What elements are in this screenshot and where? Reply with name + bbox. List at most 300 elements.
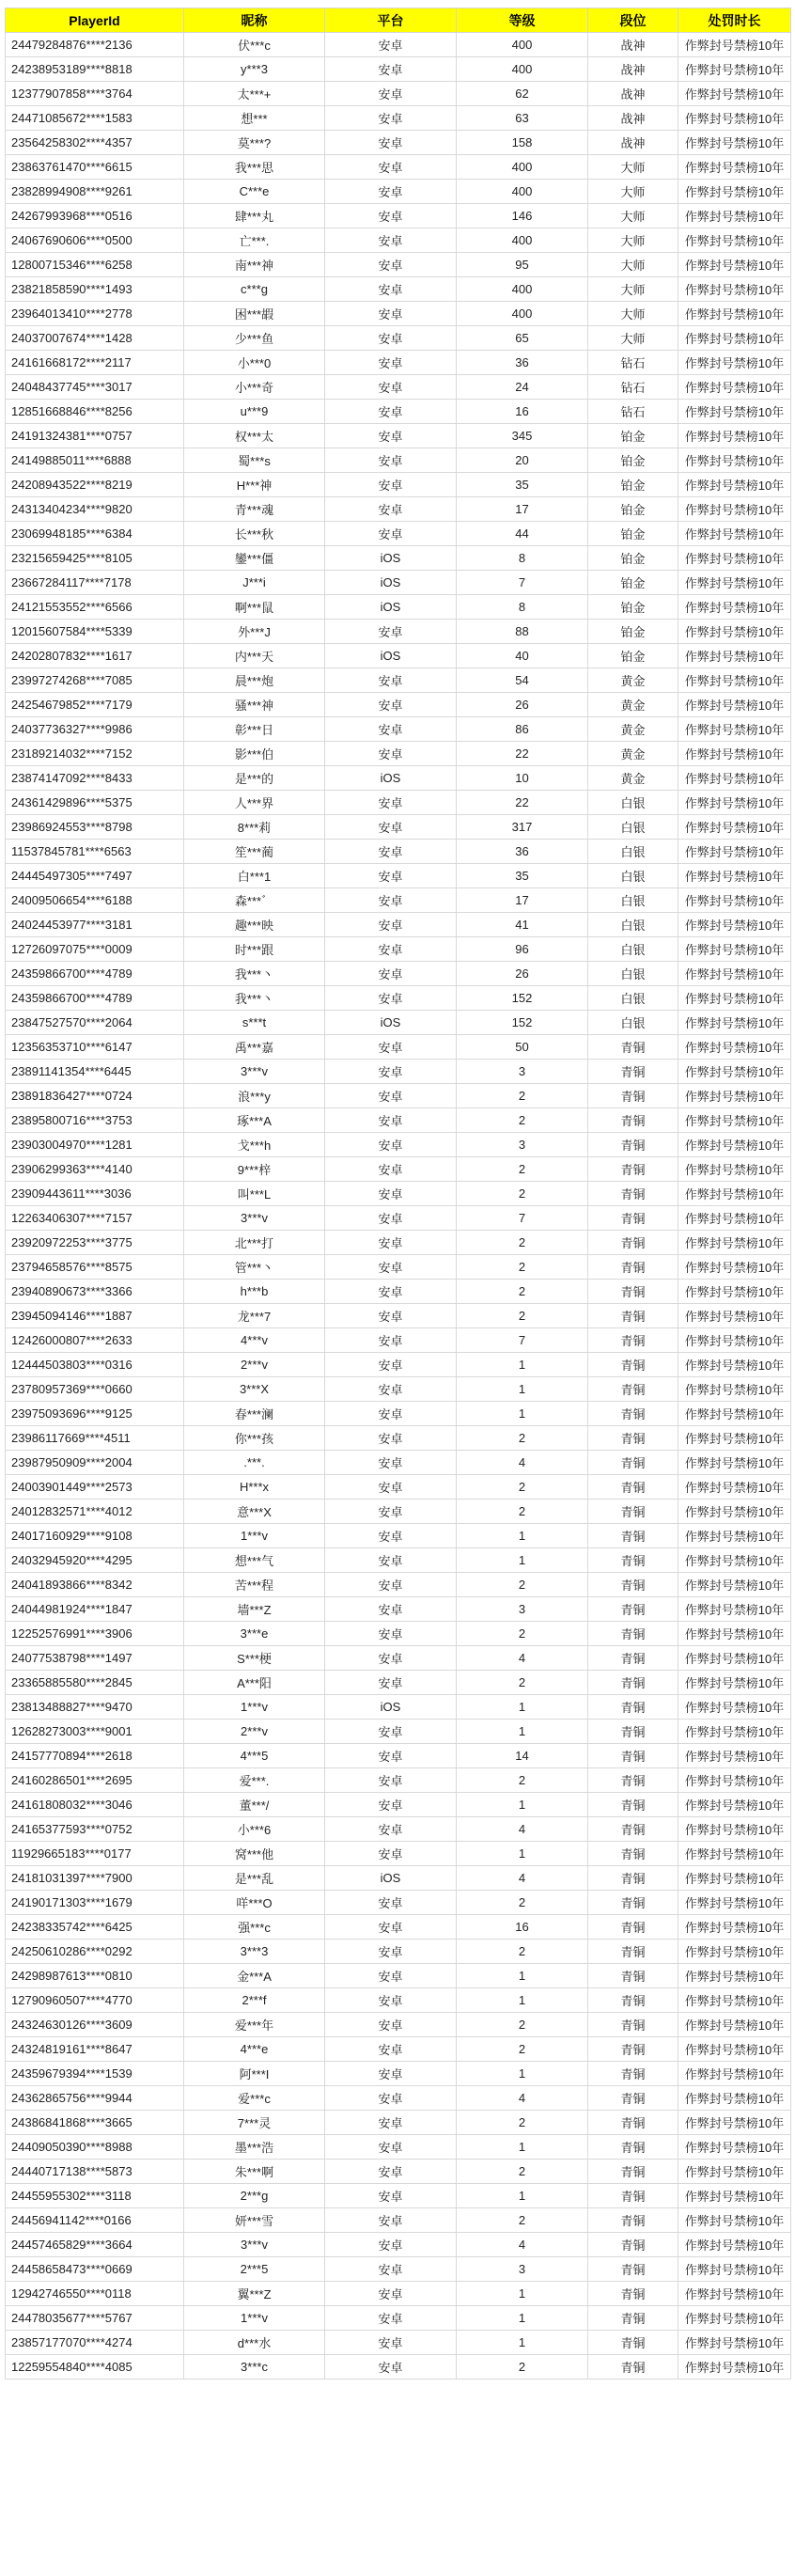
penalty-cell: 作弊封号禁榜10年 [678,57,791,82]
rank-cell: 铂金 [588,497,678,522]
penalty-cell: 作弊封号禁榜10年 [678,1842,791,1866]
level-cell: 88 [457,620,588,644]
table-row [6,1622,791,1646]
nickname-cell: 鑾***僵 [184,546,325,571]
platform-cell: 安卓 [325,2331,457,2355]
player-id-cell: 23895800716****3753 [6,1108,184,1133]
table-row [6,595,791,620]
platform-cell: 安卓 [325,497,457,522]
platform-cell: 安卓 [325,1402,457,1426]
level-cell: 2 [457,2355,588,2380]
player-id-cell: 24157770894****2618 [6,1744,184,1768]
level-cell: 400 [457,155,588,180]
nickname-cell: 咩***O [184,1891,325,1915]
platform-cell: 安卓 [325,1891,457,1915]
penalty-cell: 作弊封号禁榜10年 [678,1720,791,1744]
penalty-cell: 作弊封号禁榜10年 [678,1231,791,1255]
player-id-cell: 12444503803****0316 [6,1353,184,1377]
level-cell: 2 [457,1304,588,1328]
nickname-cell: 晨***炮 [184,668,325,693]
penalty-cell: 作弊封号禁榜10年 [678,840,791,864]
nickname-cell: 禹***嘉 [184,1035,325,1060]
level-cell: 40 [457,644,588,668]
nickname-cell: 影***伯 [184,742,325,766]
nickname-cell: 笙***蔺 [184,840,325,864]
level-cell: 3 [457,1060,588,1084]
table-row [6,375,791,400]
penalty-cell: 作弊封号禁榜10年 [678,155,791,180]
level-cell: 1 [457,2062,588,2086]
penalty-cell: 作弊封号禁榜10年 [678,1280,791,1304]
player-id-cell: 24455955302****3118 [6,2184,184,2208]
nickname-cell: 爱***c [184,2086,325,2111]
player-id-cell: 23975093696****9125 [6,1402,184,1426]
level-cell: 2 [457,2013,588,2037]
platform-cell: 安卓 [325,400,457,424]
table-row [6,1157,791,1182]
player-id-cell: 12726097075****0009 [6,937,184,962]
rank-cell: 青铜 [588,2208,678,2233]
rank-cell: 白银 [588,864,678,888]
rank-cell: 青铜 [588,1940,678,1964]
player-id-cell: 24458658473****0669 [6,2257,184,2282]
player-id-cell: 24361429896****5375 [6,791,184,815]
rank-cell: 铂金 [588,473,678,497]
nickname-cell: 困***嘏 [184,302,325,326]
platform-cell: 安卓 [325,155,457,180]
table-row [6,913,791,937]
level-cell: 1 [457,2135,588,2160]
nickname-cell: 意***X [184,1500,325,1524]
nickname-cell: 蜀***s [184,448,325,473]
table-row [6,1328,791,1353]
platform-cell: 安卓 [325,2355,457,2380]
player-id-cell: 24181031397****7900 [6,1866,184,1891]
table-row [6,2013,791,2037]
penalty-cell: 作弊封号禁榜10年 [678,2306,791,2331]
penalty-cell: 作弊封号禁榜10年 [678,1597,791,1622]
player-id-cell: 23365885580****2845 [6,1671,184,1695]
table-row [6,888,791,913]
rank-cell: 白银 [588,962,678,986]
rank-cell: 黄金 [588,742,678,766]
rank-cell: 黄金 [588,717,678,742]
platform-cell: 安卓 [325,815,457,840]
table-row [6,302,791,326]
level-cell: 345 [457,424,588,448]
nickname-cell: 青***魂 [184,497,325,522]
penalty-cell: 作弊封号禁榜10年 [678,106,791,131]
penalty-cell: 作弊封号禁榜10年 [678,1402,791,1426]
platform-cell: 安卓 [325,1255,457,1280]
rank-cell: 青铜 [588,1280,678,1304]
nickname-cell: 金***A [184,1964,325,1988]
table-header [6,8,791,33]
nickname-cell: 3***v [184,2233,325,2257]
platform-cell: 安卓 [325,1451,457,1475]
table-row [6,1817,791,1842]
player-id-cell: 23821858590****1493 [6,277,184,302]
level-cell: 400 [457,180,588,204]
level-cell: 1 [457,1988,588,2013]
player-id-cell: 23794658576****8575 [6,1255,184,1280]
player-id-cell: 23564258302****4357 [6,131,184,155]
platform-cell: 安卓 [325,1646,457,1671]
rank-cell: 青铜 [588,2306,678,2331]
nickname-cell: 阿***I [184,2062,325,2086]
rank-cell: 青铜 [588,1084,678,1108]
penalty-cell: 作弊封号禁榜10年 [678,937,791,962]
level-cell: 2 [457,1157,588,1182]
table-row [6,2208,791,2233]
rank-cell: 青铜 [588,2282,678,2306]
platform-cell: 安卓 [325,1060,457,1084]
penalty-cell: 作弊封号禁榜10年 [678,326,791,351]
nickname-cell: 小***6 [184,1817,325,1842]
nickname-cell: 7***灵 [184,2111,325,2135]
nickname-cell: 长***秋 [184,522,325,546]
penalty-cell: 作弊封号禁榜10年 [678,1768,791,1793]
penalty-cell: 作弊封号禁榜10年 [678,620,791,644]
player-id-cell: 23069948185****6384 [6,522,184,546]
table-row [6,180,791,204]
platform-cell: 安卓 [325,1231,457,1255]
nickname-cell: 想***气 [184,1548,325,1573]
level-cell: 36 [457,840,588,864]
penalty-cell: 作弊封号禁榜10年 [678,1817,791,1842]
table-row [6,522,791,546]
nickname-cell: 8***莉 [184,815,325,840]
platform-cell: 安卓 [325,2282,457,2306]
table-row [6,2306,791,2331]
player-id-cell: 24149885011****6888 [6,448,184,473]
table-row [6,1084,791,1108]
rank-cell: 白银 [588,913,678,937]
nickname-cell: 伏***c [184,33,325,57]
penalty-cell: 作弊封号禁榜10年 [678,2282,791,2306]
penalty-cell: 作弊封号禁榜10年 [678,986,791,1011]
penalty-cell: 作弊封号禁榜10年 [678,693,791,717]
level-cell: 24 [457,375,588,400]
player-id-cell: 23986924553****8798 [6,815,184,840]
rank-cell: 青铜 [588,1891,678,1915]
table-row [6,2282,791,2306]
platform-cell: 安卓 [325,2062,457,2086]
level-cell: 35 [457,473,588,497]
rank-cell: 铂金 [588,595,678,620]
player-id-cell: 24250610286****0292 [6,1940,184,1964]
table-row [6,1108,791,1133]
penalty-cell: 作弊封号禁榜10年 [678,2160,791,2184]
platform-cell: 安卓 [325,1108,457,1133]
rank-cell: 铂金 [588,644,678,668]
platform-cell: 安卓 [325,1475,457,1500]
header-player-id: PlayerId [6,8,184,33]
table-row [6,1744,791,1768]
platform-cell: 安卓 [325,1940,457,1964]
nickname-cell: H***神 [184,473,325,497]
table-row [6,400,791,424]
level-cell: 1 [457,2331,588,2355]
penalty-cell: 作弊封号禁榜10年 [678,742,791,766]
penalty-cell: 作弊封号禁榜10年 [678,2111,791,2135]
table-row [6,1353,791,1377]
player-id-cell: 24037007674****1428 [6,326,184,351]
rank-cell: 青铜 [588,1524,678,1548]
player-id-cell: 24478035677****5767 [6,2306,184,2331]
rank-cell: 大师 [588,180,678,204]
player-id-cell: 23667284117****7178 [6,571,184,595]
platform-cell: 安卓 [325,1524,457,1548]
penalty-cell: 作弊封号禁榜10年 [678,228,791,253]
table-row [6,1255,791,1280]
level-cell: 96 [457,937,588,962]
table-row [6,1768,791,1793]
player-id-cell: 24254679852****7179 [6,693,184,717]
penalty-cell: 作弊封号禁榜10年 [678,473,791,497]
level-cell: 4 [457,2086,588,2111]
rank-cell: 青铜 [588,1671,678,1695]
rank-cell: 青铜 [588,1035,678,1060]
level-cell: 2 [457,1182,588,1206]
nickname-cell: 彰***日 [184,717,325,742]
platform-cell: 安卓 [325,1988,457,2013]
rank-cell: 青铜 [588,1182,678,1206]
rank-cell: 铂金 [588,522,678,546]
level-cell: 65 [457,326,588,351]
rank-cell: 白银 [588,815,678,840]
nickname-cell: 3***c [184,2355,325,2380]
player-id-cell: 23986117669****4511 [6,1426,184,1451]
penalty-cell: 作弊封号禁榜10年 [678,1133,791,1157]
header-platform: 平台 [325,8,457,33]
level-cell: 7 [457,571,588,595]
level-cell: 50 [457,1035,588,1060]
player-id-cell: 23997274268****7085 [6,668,184,693]
nickname-cell: 强***c [184,1915,325,1940]
nickname-cell: 小***奇 [184,375,325,400]
rank-cell: 青铜 [588,1720,678,1744]
nickname-cell: 我***思 [184,155,325,180]
level-cell: 8 [457,546,588,571]
level-cell: 16 [457,1915,588,1940]
table-row [6,253,791,277]
level-cell: 16 [457,400,588,424]
player-id-cell: 23987950909****2004 [6,1451,184,1475]
table-row [6,448,791,473]
platform-cell: 安卓 [325,1842,457,1866]
player-id-cell: 23780957369****0660 [6,1377,184,1402]
penalty-cell: 作弊封号禁榜10年 [678,448,791,473]
rank-cell: 青铜 [588,1475,678,1500]
rank-cell: 白银 [588,791,678,815]
rank-cell: 青铜 [588,1817,678,1842]
rank-cell: 青铜 [588,2257,678,2282]
platform-cell: 安卓 [325,473,457,497]
nickname-cell: 莫***? [184,131,325,155]
penalty-cell: 作弊封号禁榜10年 [678,1182,791,1206]
nickname-cell: 3***X [184,1377,325,1402]
rank-cell: 青铜 [588,1646,678,1671]
level-cell: 2 [457,1500,588,1524]
table-row [6,2111,791,2135]
platform-cell: 安卓 [325,1280,457,1304]
level-cell: 2 [457,2111,588,2135]
table-row [6,497,791,522]
penalty-cell: 作弊封号禁榜10年 [678,204,791,228]
nickname-cell: 森***゛ [184,888,325,913]
nickname-cell: d***水 [184,2331,325,2355]
table-row [6,1842,791,1866]
level-cell: 4 [457,1646,588,1671]
level-cell: 3 [457,1597,588,1622]
penalty-cell: 作弊封号禁榜10年 [678,1304,791,1328]
rank-cell: 大师 [588,155,678,180]
table-row [6,2355,791,2380]
platform-cell: 安卓 [325,937,457,962]
platform-cell: 安卓 [325,791,457,815]
rank-cell: 青铜 [588,1915,678,1940]
platform-cell: 安卓 [325,2135,457,2160]
rank-cell: 青铜 [588,1231,678,1255]
level-cell: 10 [457,766,588,791]
level-cell: 2 [457,2208,588,2233]
table-row [6,2331,791,2355]
penalty-cell: 作弊封号禁榜10年 [678,766,791,791]
rank-cell: 青铜 [588,1768,678,1793]
player-id-cell: 24440717138****5873 [6,2160,184,2184]
player-id-cell: 11929665183****0177 [6,1842,184,1866]
rank-cell: 青铜 [588,2037,678,2062]
nickname-cell: 董***/ [184,1793,325,1817]
player-id-cell: 24359866700****4789 [6,962,184,986]
rank-cell: 青铜 [588,2233,678,2257]
platform-cell: 安卓 [325,1426,457,1451]
level-cell: 44 [457,522,588,546]
penalty-cell: 作弊封号禁榜10年 [678,375,791,400]
rank-cell: 大师 [588,253,678,277]
table-row [6,1231,791,1255]
platform-cell: 安卓 [325,277,457,302]
nickname-cell: 1***v [184,1524,325,1548]
platform-cell: 安卓 [325,228,457,253]
player-id-cell: 12356353710****6147 [6,1035,184,1060]
rank-cell: 青铜 [588,1108,678,1133]
player-id-cell: 24324819161****8647 [6,2037,184,2062]
player-id-cell: 23940890673****3366 [6,1280,184,1304]
nickname-cell: C***e [184,180,325,204]
nickname-cell: c***g [184,277,325,302]
nickname-cell: 3***v [184,1206,325,1231]
nickname-cell: h***b [184,1280,325,1304]
player-id-cell: 24121553552****6566 [6,595,184,620]
player-id-cell: 24479284876****2136 [6,33,184,57]
nickname-cell: 趣***映 [184,913,325,937]
platform-cell: 安卓 [325,2111,457,2135]
table-row [6,571,791,595]
player-id-cell: 24267993968****0516 [6,204,184,228]
table-row [6,473,791,497]
table-row [6,131,791,155]
platform-cell: 安卓 [325,2208,457,2233]
platform-cell: 安卓 [325,1720,457,1744]
rank-cell: 青铜 [588,1255,678,1280]
penalty-cell: 作弊封号禁榜10年 [678,546,791,571]
nickname-cell: 窝***他 [184,1842,325,1866]
level-cell: 158 [457,131,588,155]
level-cell: 22 [457,791,588,815]
level-cell: 35 [457,864,588,888]
penalty-cell: 作弊封号禁榜10年 [678,2037,791,2062]
penalty-cell: 作弊封号禁榜10年 [678,1108,791,1133]
rank-cell: 大师 [588,204,678,228]
nickname-cell: 墙***Z [184,1597,325,1622]
rank-cell: 青铜 [588,1304,678,1328]
penalty-cell: 作弊封号禁榜10年 [678,644,791,668]
rank-cell: 黄金 [588,668,678,693]
penalty-cell: 作弊封号禁榜10年 [678,33,791,57]
platform-cell: 安卓 [325,986,457,1011]
level-cell: 2 [457,1573,588,1597]
rank-cell: 战神 [588,57,678,82]
penalty-cell: 作弊封号禁榜10年 [678,277,791,302]
level-cell: 22 [457,742,588,766]
level-cell: 1 [457,1964,588,1988]
platform-cell: 安卓 [325,57,457,82]
nickname-cell: 1***v [184,1695,325,1720]
level-cell: 2 [457,1084,588,1108]
player-id-cell: 24067690606****0500 [6,228,184,253]
nickname-cell: 4***e [184,2037,325,2062]
level-cell: 2 [457,1940,588,1964]
level-cell: 400 [457,33,588,57]
platform-cell: 安卓 [325,913,457,937]
level-cell: 95 [457,253,588,277]
platform-cell: 安卓 [325,1597,457,1622]
table-row [6,766,791,791]
penalty-cell: 作弊封号禁榜10年 [678,1695,791,1720]
platform-cell: 安卓 [325,448,457,473]
nickname-cell: 2***5 [184,2257,325,2282]
nickname-cell: 小***0 [184,351,325,375]
nickname-cell: 权***太 [184,424,325,448]
table-row [6,57,791,82]
penalty-cell: 作弊封号禁榜10年 [678,668,791,693]
nickname-cell: 翼***Z [184,2282,325,2306]
nickname-cell: 是***乱 [184,1866,325,1891]
ban-list-table [5,8,791,2380]
penalty-cell: 作弊封号禁榜10年 [678,1940,791,1964]
platform-cell: 安卓 [325,962,457,986]
penalty-cell: 作弊封号禁榜10年 [678,2257,791,2282]
penalty-cell: 作弊封号禁榜10年 [678,1988,791,2013]
nickname-cell: 你***孩 [184,1426,325,1451]
table-row [6,1060,791,1084]
table-row [6,937,791,962]
player-id-cell: 24386841868****3665 [6,2111,184,2135]
player-id-cell: 24160286501****2695 [6,1768,184,1793]
penalty-cell: 作弊封号禁榜10年 [678,1035,791,1060]
level-cell: 26 [457,962,588,986]
table-row [6,815,791,840]
rank-cell: 青铜 [588,1328,678,1353]
player-id-cell: 24298987613****0810 [6,1964,184,1988]
platform-cell: 安卓 [325,2233,457,2257]
table-row [6,1524,791,1548]
player-id-cell: 24190171303****1679 [6,1891,184,1915]
table-row [6,864,791,888]
table-row [6,2037,791,2062]
